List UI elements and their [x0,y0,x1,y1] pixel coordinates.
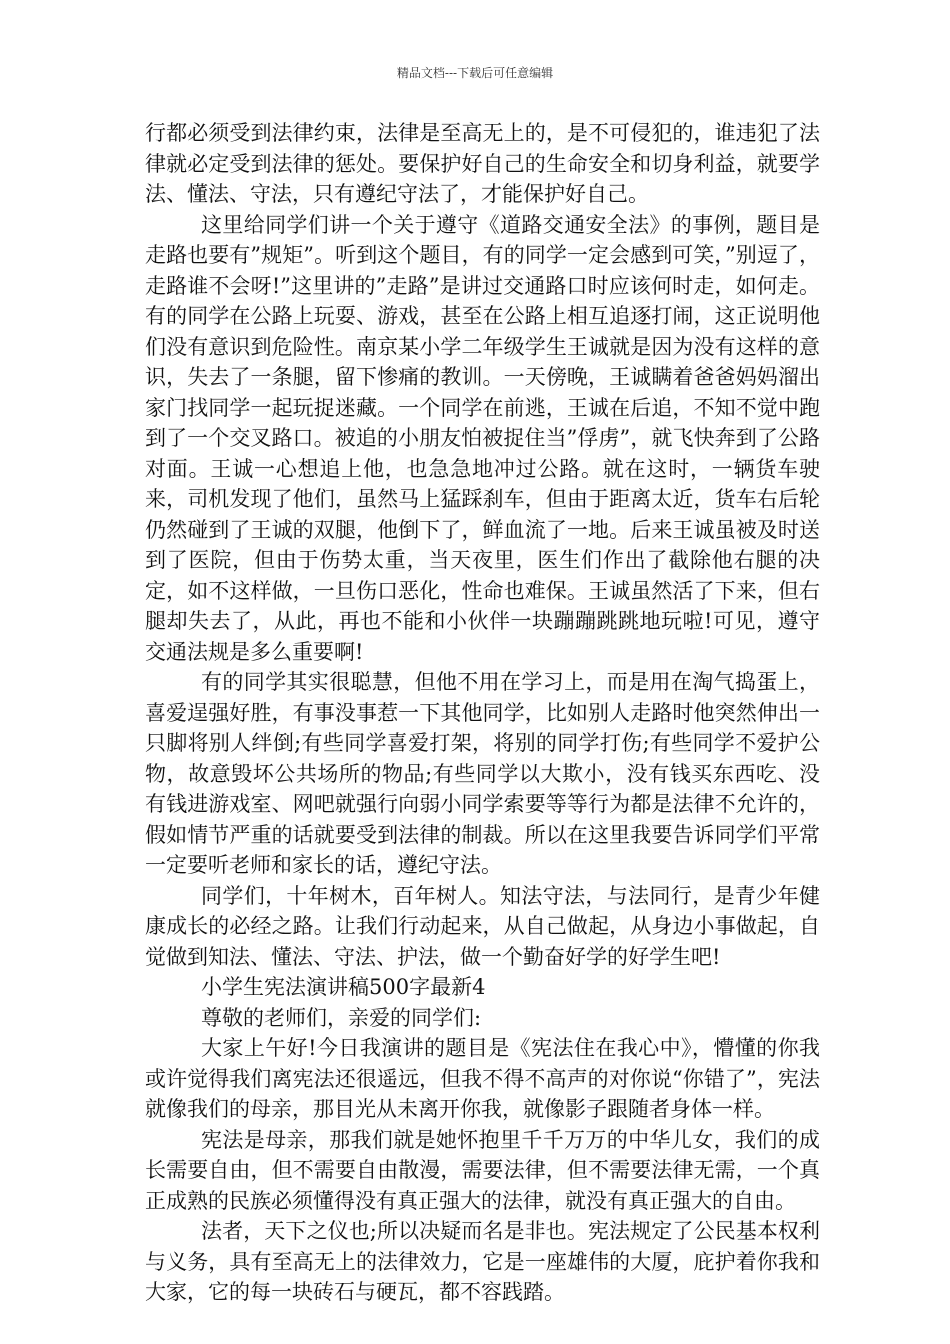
paragraph-3: 有的同学其实很聪慧，但他不用在学习上，而是用在淘气捣蛋上，喜爱逞强好胜，有事没事惹一下其他同学，比如别人走路时他突然伸出一只脚将别人绊倒;有些同学喜爱打架，将别的同学打伤;有些同学不爱护公物，故意毁坏公共场所的物品;有些同学以大欺小，没有钱买东西吃、没有钱进游戏室、网吧就强行向弱小同学索要等等行为都是法律不允许的，假如情节严重的话就要受到法律的制裁。所以在这里我要告诉同学们平常一定要听老师和家长的话，遵纪守法。 [145,670,820,877]
document-body [145,118,820,1308]
paragraph-2: 这里给同学们讲一个关于遵守《道路交通安全法》的事例，题目是走路也要有”规矩”。听到这个题目，有的同学一定会感到可笑，”别逗了，走路谁不会呀!”这里讲的”走路”是讲过交通路口时应该何时走，如何走。有的同学在公路上玩耍、游戏，甚至在公路上相互追逐打闹，这正说明他们没有意识到危险性。南京某小学二年级学生王诚就是因为没有这样的意识，失去了一条腿，留下惨痛的教训。一天傍晚，王诚瞒着爸爸妈妈溜出家门找同学一起玩捉迷藏。一个同学在前逃，王诚在后追，不知不觉中跑到了一个交叉路口。被追的小朋友怕被捉住当”俘虏”，就飞快奔到了公路对面。王诚一心想追上他，也急急地冲过公路。就在这时，一辆货车驶来，司机发现了他们，虽然马上猛踩刹车，但由于距离太近，货车右后轮仍然碰到了王诚的双腿，他倒下了，鲜血流了一地。后来王诚虽被及时送到了医院，但由于伤势太重，当天夜里，医生们作出了截除他右腿的决定，如不这样做，一旦伤口恶化，性命也难保。王诚虽然活了下来，但右腿却失去了，从此，再也不能和小伙伴一块蹦蹦跳跳地玩啦!可见，遵守交通法规是多么重要啊! [145,212,820,664]
paragraph-7: 大家上午好!今日我演讲的题目是《宪法住在我心中》，懵懂的你我或许觉得我们离宪法还很遥远，但我不得不高声的对你说“你错了”，宪法就像我们的母亲，那目光从未离开你我，就像影子跟随者身体一样。 [145,1036,820,1121]
paragraph-4: 同学们，十年树木，百年树人。知法守法，与法同行，是青少年健康成长的必经之路。让我们行动起来，从自己做起，从身边小事做起，自觉做到知法、懂法、守法、护法，做一个勤奋好学的好学生吧! [145,883,820,969]
page-header: 精品文档---下载后可任意编辑 [396,66,554,80]
paragraph-1: 行都必须受到法律约束，法律是至高无上的，是不可侵犯的，谁违犯了法律就必定受到法律的惩处。要保护好自己的生命安全和切身利益，就要学法、懂法、守法，只有遵纪守法了，才能保护好自己。 [145,121,820,206]
section-heading: 小学生宪法演讲稿500字最新4 [201,975,486,999]
paragraph-9: 法者，天下之仪也;所以决疑而名是非也。宪法规定了公民基本权利与义务，具有至高无上的法律效力，它是一座雄伟的大厦，庇护着你我和大家，它的每一块砖石与硬瓦，都不容践踏。 [145,1219,820,1304]
salutation: 尊敬的老师们，亲爱的同学们: [201,1005,482,1030]
paragraph-8: 宪法是母亲，那我们就是她怀抱里千千万万的中华儿女，我们的成长需要自由，但不需要自由散漫，需要法律，但不需要法律无需，一个真正成熟的民族必须懂得没有真正强大的法律，就没有真正强大的自由。 [145,1127,820,1213]
